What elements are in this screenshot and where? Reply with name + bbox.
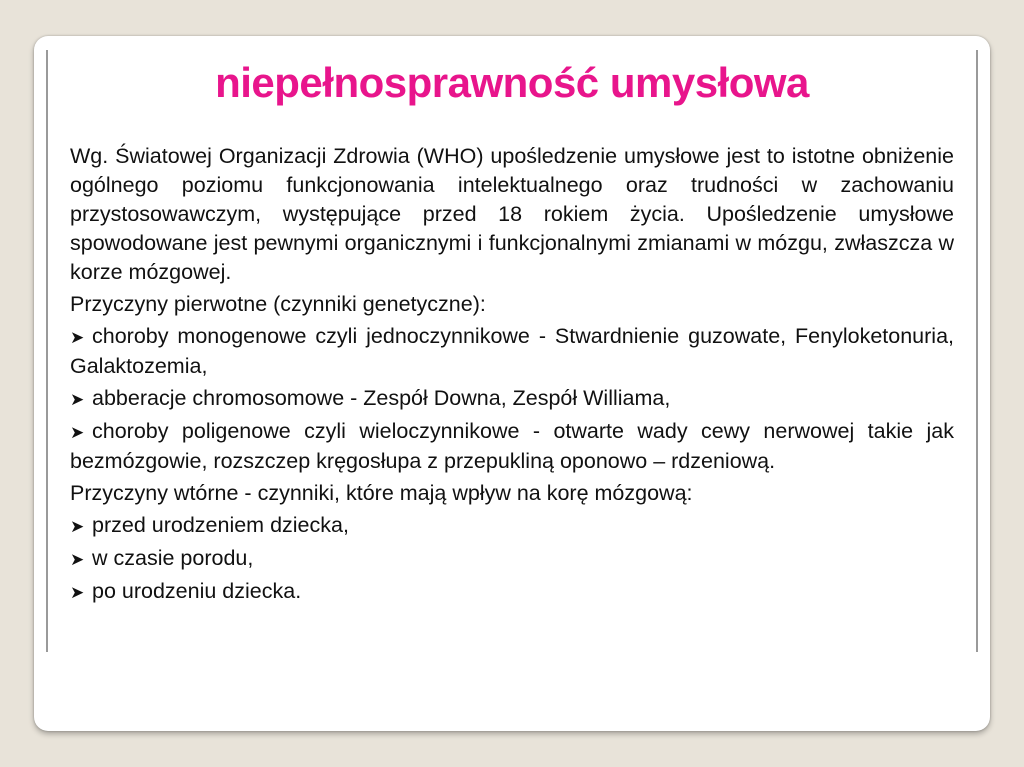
list-item: [70, 544, 954, 574]
arrow-bullet-icon: ➤: [70, 390, 85, 409]
list-item: [70, 384, 954, 414]
list-item: [70, 417, 954, 476]
list-item-text: po urodzeniu dziecka.: [92, 579, 302, 603]
list-item-text: abberacje chromosomowe - Zespół Downa, Zespół Williama,: [92, 386, 671, 410]
arrow-bullet-icon: ➤: [70, 328, 85, 347]
slide-title: niepełnosprawność umysłowa: [215, 59, 809, 106]
list-item-text: w czasie porodu,: [92, 546, 254, 570]
list-item-text: choroby poligenowe czyli wieloczynnikowe - otwarte wady cewy nerwowej takie jak bezmózgowie, rozszczep kręgosłupa z przepukliną oponowo – rdzeniową.: [70, 419, 954, 473]
slide: [34, 36, 990, 731]
slide-content: [46, 50, 978, 652]
list-item: [70, 322, 954, 381]
slide-body: [70, 142, 954, 607]
list-item-text: choroby monogenowe czyli jednoczynnikowe - Stwardnienie guzowate, Fenyloketonuria, Galaktozemia,: [70, 324, 954, 378]
intro-paragraph: Wg. Światowej Organizacji Zdrowia (WHO) upośledzenie umysłowe jest to istotne obniżenie ogólnego poziomu funkcjonowania intelektualnego oraz trudności w zachowaniu przystosowawczym, występujące przed 18 rokiem życia. Upośledzenie umysłowe spowodowane jest pewnymi organicznymi i funkcjonalnymi zmianami w mózgu, zwłaszcza w korze mózgowej.: [70, 144, 954, 284]
arrow-bullet-icon: ➤: [70, 423, 85, 442]
secondary-causes-heading: Przyczyny wtórne - czynniki, które mają wpływ na korę mózgową:: [70, 481, 693, 505]
list-item-text: przed urodzeniem dziecka,: [92, 513, 349, 537]
list-item: [70, 511, 954, 541]
arrow-bullet-icon: ➤: [70, 517, 85, 536]
list-item: [70, 577, 954, 607]
primary-causes-heading: Przyczyny pierwotne (czynniki genetyczne):: [70, 292, 486, 316]
arrow-bullet-icon: ➤: [70, 550, 85, 569]
arrow-bullet-icon: ➤: [70, 583, 85, 602]
